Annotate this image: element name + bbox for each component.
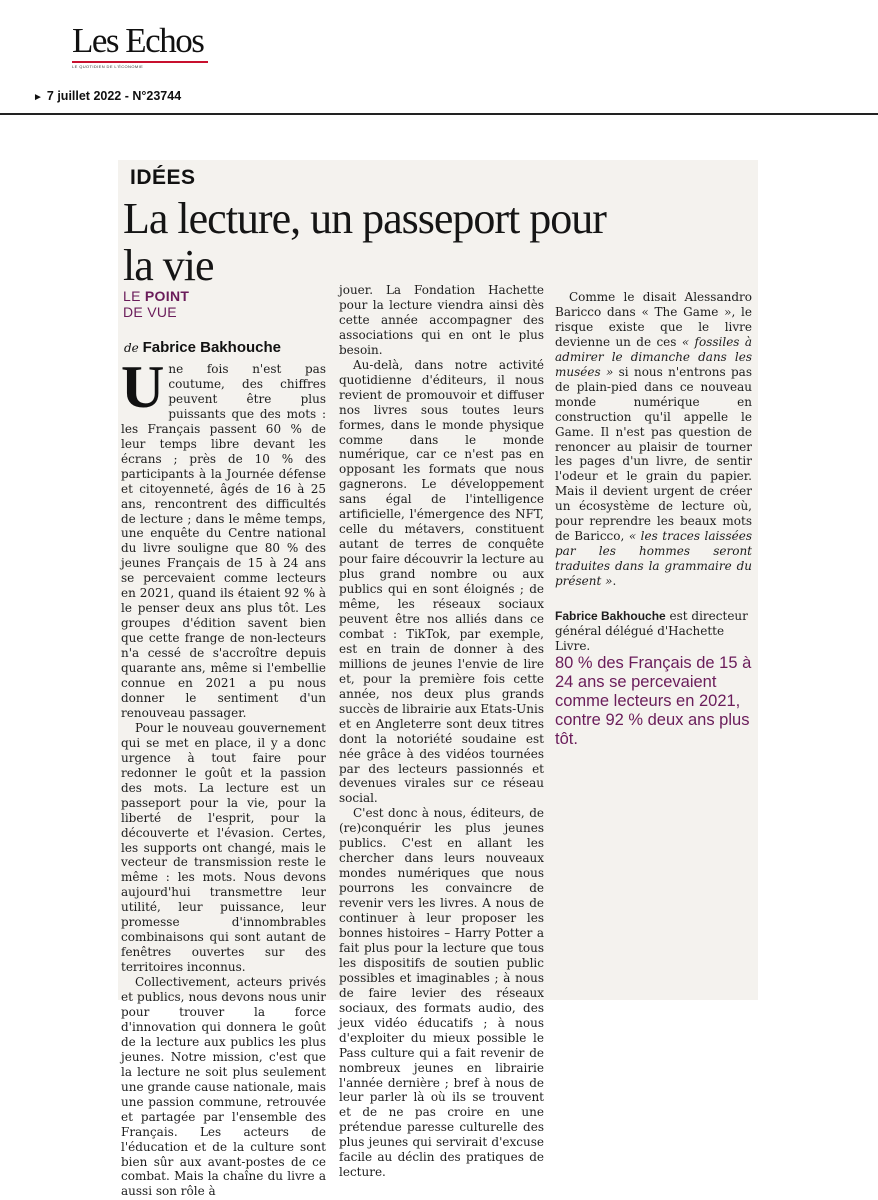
article-column-1 [121, 354, 326, 1199]
byline-prefix: de [124, 341, 143, 355]
triangle-right-icon: ► [33, 92, 43, 103]
logo-underline [72, 61, 208, 63]
paragraph: Au-delà, dans notre activité quotidienne d'éditeurs, il nous revient de promouvoir et diffuser nos livres sous toutes leurs formes, dans le monde physique comme dans le monde numérique, car ce n'est pas en opposant les formats que nous gagnerons. Le développement sans égal de l'intelligence artificielle, l'émergence des NFT, celle du métavers, constituent autant de terres de conquête pour faire découvrir la lecture au plus grand nombre ou aux publics qui en sont éloignés ; de même, les réseaux sociaux peuvent être nos alliés dans ce combat : TikTok, par exemple, est en train de donner à des millions de jeunes l'envie de lire et, pour la première fois cette année, nos deux plus grands succès de librairie aux Etats-Unis et en Angleterre sont deux titres dont la notoriété soudaine est née grâce à des vidéos tournées par des lecteurs passionnés et devenues virales sur ce réseau social. [339, 357, 544, 806]
les-echos-logo [72, 22, 212, 69]
paragraph-text: ne fois n'est pas coutume, des chiffres peuvent être plus puissants que des mots : les Français passent 60 % de leur temps libre devant les écrans ; près de 10 % des participants à la Journée défense et citoyenneté, âgés de 16 à 25 ans, rencontrent des difficultés de lecture ; dans le même temps, une enquête du Centre national du livre souligne que 80 % des jeunes Français de 15 à 24 ans se percevaient comme lecteurs en 2021, quand ils étaient 92 % à le penser deux ans plus tôt. Les groupes d'édition savent bien que cette frange de non-lecteurs n'a cessé de s'accroître depuis quarante ans, même si l'embellie connue en 2021 a pu nous donner le sentiment d'un renouveau passager. [121, 362, 326, 720]
bio-text: est directeur général délégué d'Hachette Livre. [555, 609, 748, 654]
section-label [123, 288, 189, 320]
issue-date: 7 juillet 2022 - N°23744 [46, 89, 182, 103]
paragraph [121, 354, 326, 721]
pull-quote: 80 % des Français de 15 à 24 ans se percevaient comme lecteurs en 2021, contre 92 % deux ans plus tôt. [555, 654, 752, 749]
byline-author: Fabrice Bakhouche [142, 339, 281, 356]
logo-wordmark: Les Echos [72, 21, 204, 60]
paragraph-text: si nous n'entrons pas de plain-pied dans ce nouveau monde numérique en construction qu'il appelle le Game. Il n'est pas question de renoncer au plaisir de tourner les pages d'un livre, de sentir l'odeur et le grain du papier. Mais il devient urgent de créer un écosystème de lecture où, pour reprendre les beaux mots de Baricco, [555, 364, 752, 544]
quote: « fossiles à admirer le dimanche dans les musées » [555, 334, 752, 379]
section-label-le: LE [123, 288, 145, 304]
paragraph: C'est donc à nous, éditeurs, de (re)conquérir les plus jeunes publics. C'est en allant les chercher dans leurs nouveaux mondes numériques que nous pourrons les convaincre de revenir vers les livres. A nous de continuer à leur proposer les bonnes histoires – Harry Potter a fait plus pour la lecture que tous les dispositifs de soutien public possibles et imaginables ; à nous de faire levier des réseaux sociaux, des formats audio, des jeux vidéo éducatifs ; à nous d'exploiter du mieux possible le Pass culture qui a fait revenir de nombreux jeunes en librairie l'année dernière ; bref à nous de leur parler là où ils se trouvent et de ne pas croire en une prétendue paresse culturelle des plus jeunes qui servirait d'excuse facile au déclin des pratiques de lecture. [339, 806, 544, 1180]
issue-line [33, 89, 181, 103]
section-label-point: POINT [144, 288, 190, 304]
section-kicker: IDÉES [130, 166, 196, 189]
logo-tagline: LE QUOTIDIEN DE L'ÉCONOMIE [72, 64, 144, 69]
section-label-de-vue: DE VUE [123, 304, 177, 320]
drop-cap: U [121, 354, 165, 420]
paragraph-text: Comme le disait Alessandro Baricco dans « The Game », le risque existe que le livre devienne un de ces [555, 290, 752, 349]
paragraph [555, 290, 752, 589]
paragraph: Collectivement, acteurs privés et publics, nous devons nous unir pour trouver la force d'innovation qui donnera le goût de la lecture aux publics les plus jeunes. Notre mission, c'est que la lecture ne soit plus seulement une grande cause nationale, mais une passion commune, retrouvée et partagée par l'ensemble des Français. Les acteurs de l'éducation et de la culture sont bien sûr aux avant-postes de ce combat. Mais la chaîne du livre a aussi son rôle à [121, 975, 326, 1199]
paragraph: Pour le nouveau gouvernement qui se met en place, il y a donc urgence à tout faire pour redonner le goût et la passion des mots. La lecture est un passeport pour la vie, pour la liberté de l'esprit, pour la découverte et l'évasion. Certes, les supports ont changé, mais le vecteur de transmission reste le même : les mots. Nous devons aujourd'hui transmettre leur utilité, leur puissance, leur promesse d'innombrables combinaisons qui sont autant de fenêtres ouvertes sur des territoires inconnus. [121, 720, 326, 975]
article-headline: La lecture, un passeport pour la vie [123, 194, 606, 290]
article-column-2 [339, 283, 544, 1180]
bio-name: Fabrice Bakhouche [555, 609, 666, 624]
author-bio [555, 609, 752, 654]
quote: « les traces laissées par les hommes seront traduites dans la grammaire du présent » [555, 529, 752, 589]
paragraph: jouer. La Fondation Hachette pour la lecture viendra ainsi dès cette année accompagner des associations qui en ont le plus besoin. [339, 283, 544, 357]
article-column-3 [555, 290, 752, 749]
paragraph-text: . [612, 574, 617, 589]
header-divider [0, 113, 878, 115]
